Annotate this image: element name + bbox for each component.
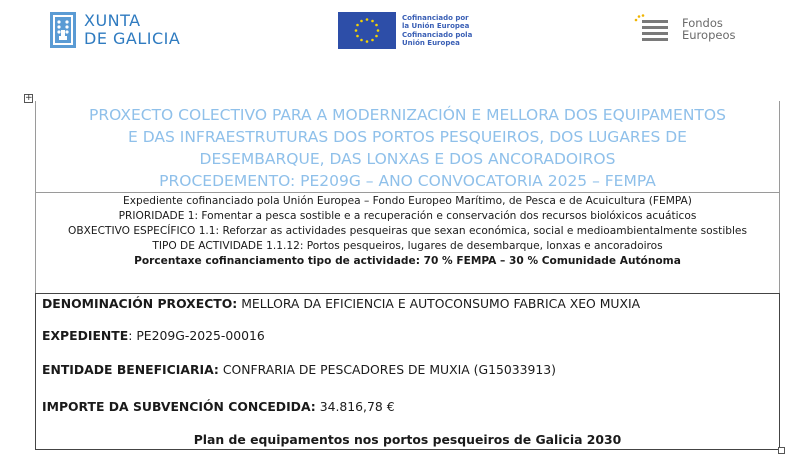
funding-info-cell bbox=[35, 193, 780, 293]
beneficiary-label: ENTIDADE BENEFICIARIA: bbox=[42, 362, 219, 377]
table-move-handle-icon[interactable]: + bbox=[25, 93, 33, 103]
funding-info-line: OBXECTIVO ESPECÍFICO 1.1: Reforzar as actividades pesqueiras que sexan económica, social e medioambientalmente sostibles bbox=[68, 225, 747, 237]
funding-info-line: Expediente cofinanciado pola Unión Europea – Fondo Europeo Marítimo, de Pesca e de Acuicultura (FEMPA) bbox=[123, 195, 692, 207]
xunta-logo bbox=[50, 12, 180, 48]
document-title-line: PROCEDEMENTO: PE209G – ANO CONVOCATORIA 2025 – FEMPA bbox=[159, 172, 656, 190]
grant-amount-label: IMPORTE DA SUBVENCIÓN CONCEDIDA: bbox=[42, 399, 316, 414]
fondos-europeos-logo bbox=[632, 14, 735, 44]
beneficiary-value: CONFRARIA DE PESCADORES DE MUXIA (G15033913) bbox=[218, 362, 556, 377]
document-title-cell bbox=[35, 101, 780, 193]
project-name-value: MELLORA DA EFICIENCIA E AUTOCONSUMO FABRICA XEO MUXIA bbox=[237, 296, 641, 311]
xunta-shield-icon bbox=[50, 12, 76, 48]
funding-info-line: PRIORIDADE 1: Fomentar a pesca sostible e a recuperación e conservación dos recursos biolóxicos acuáticos bbox=[118, 210, 697, 222]
fondos-wordmark: Fondos Europeos bbox=[682, 16, 736, 42]
xunta-wordmark: XUNTA DE GALICIA bbox=[84, 11, 181, 48]
expediente-field bbox=[42, 328, 265, 343]
expediente-label: EXPEDIENTE bbox=[42, 328, 129, 343]
grant-amount-field bbox=[42, 399, 395, 414]
beneficiary-field bbox=[42, 362, 556, 377]
eu-logo bbox=[338, 12, 472, 49]
expediente-value: : PE209G-2025-00016 bbox=[128, 328, 265, 343]
project-details-cell bbox=[35, 293, 780, 450]
document-title-line: E DAS INFRAESTRUTURAS DOS PORTOS PESQUEIROS, DOS LUGARES DE bbox=[128, 128, 687, 146]
document-title-line: DESEMBARQUE, DAS LONXAS E DOS ANCORADOIROS bbox=[199, 150, 616, 168]
fondos-stripes-icon bbox=[632, 14, 678, 44]
project-name-label: DENOMINACIÓN PROXECTO: bbox=[42, 296, 238, 311]
funding-info-line: TIPO DE ACTIVIDADE 1.1.12: Portos pesqueiros, lugares de desembarque, lonxas e ancoradoiros bbox=[152, 240, 663, 252]
eu-flag-icon bbox=[338, 12, 396, 49]
eu-text: Cofinanciado por la Unión Europea Cofinanciado pola Unión Europea bbox=[402, 14, 473, 47]
document-title-line: PROXECTO COLECTIVO PARA A MODERNIZACIÓN E MELLORA DOS EQUIPAMENTOS bbox=[89, 106, 726, 124]
project-name-field bbox=[42, 296, 640, 311]
plan-footer: Plan de equipamentos nos portos pesqueiros de Galicia 2030 bbox=[193, 432, 622, 447]
cofinance-percentage: Porcentaxe cofinanciamento tipo de actividade: 70 % FEMPA – 30 % Comunidade Autónoma bbox=[134, 255, 681, 267]
grant-amount-value: 34.816,78 € bbox=[315, 399, 395, 414]
table-resize-handle[interactable] bbox=[778, 447, 785, 454]
